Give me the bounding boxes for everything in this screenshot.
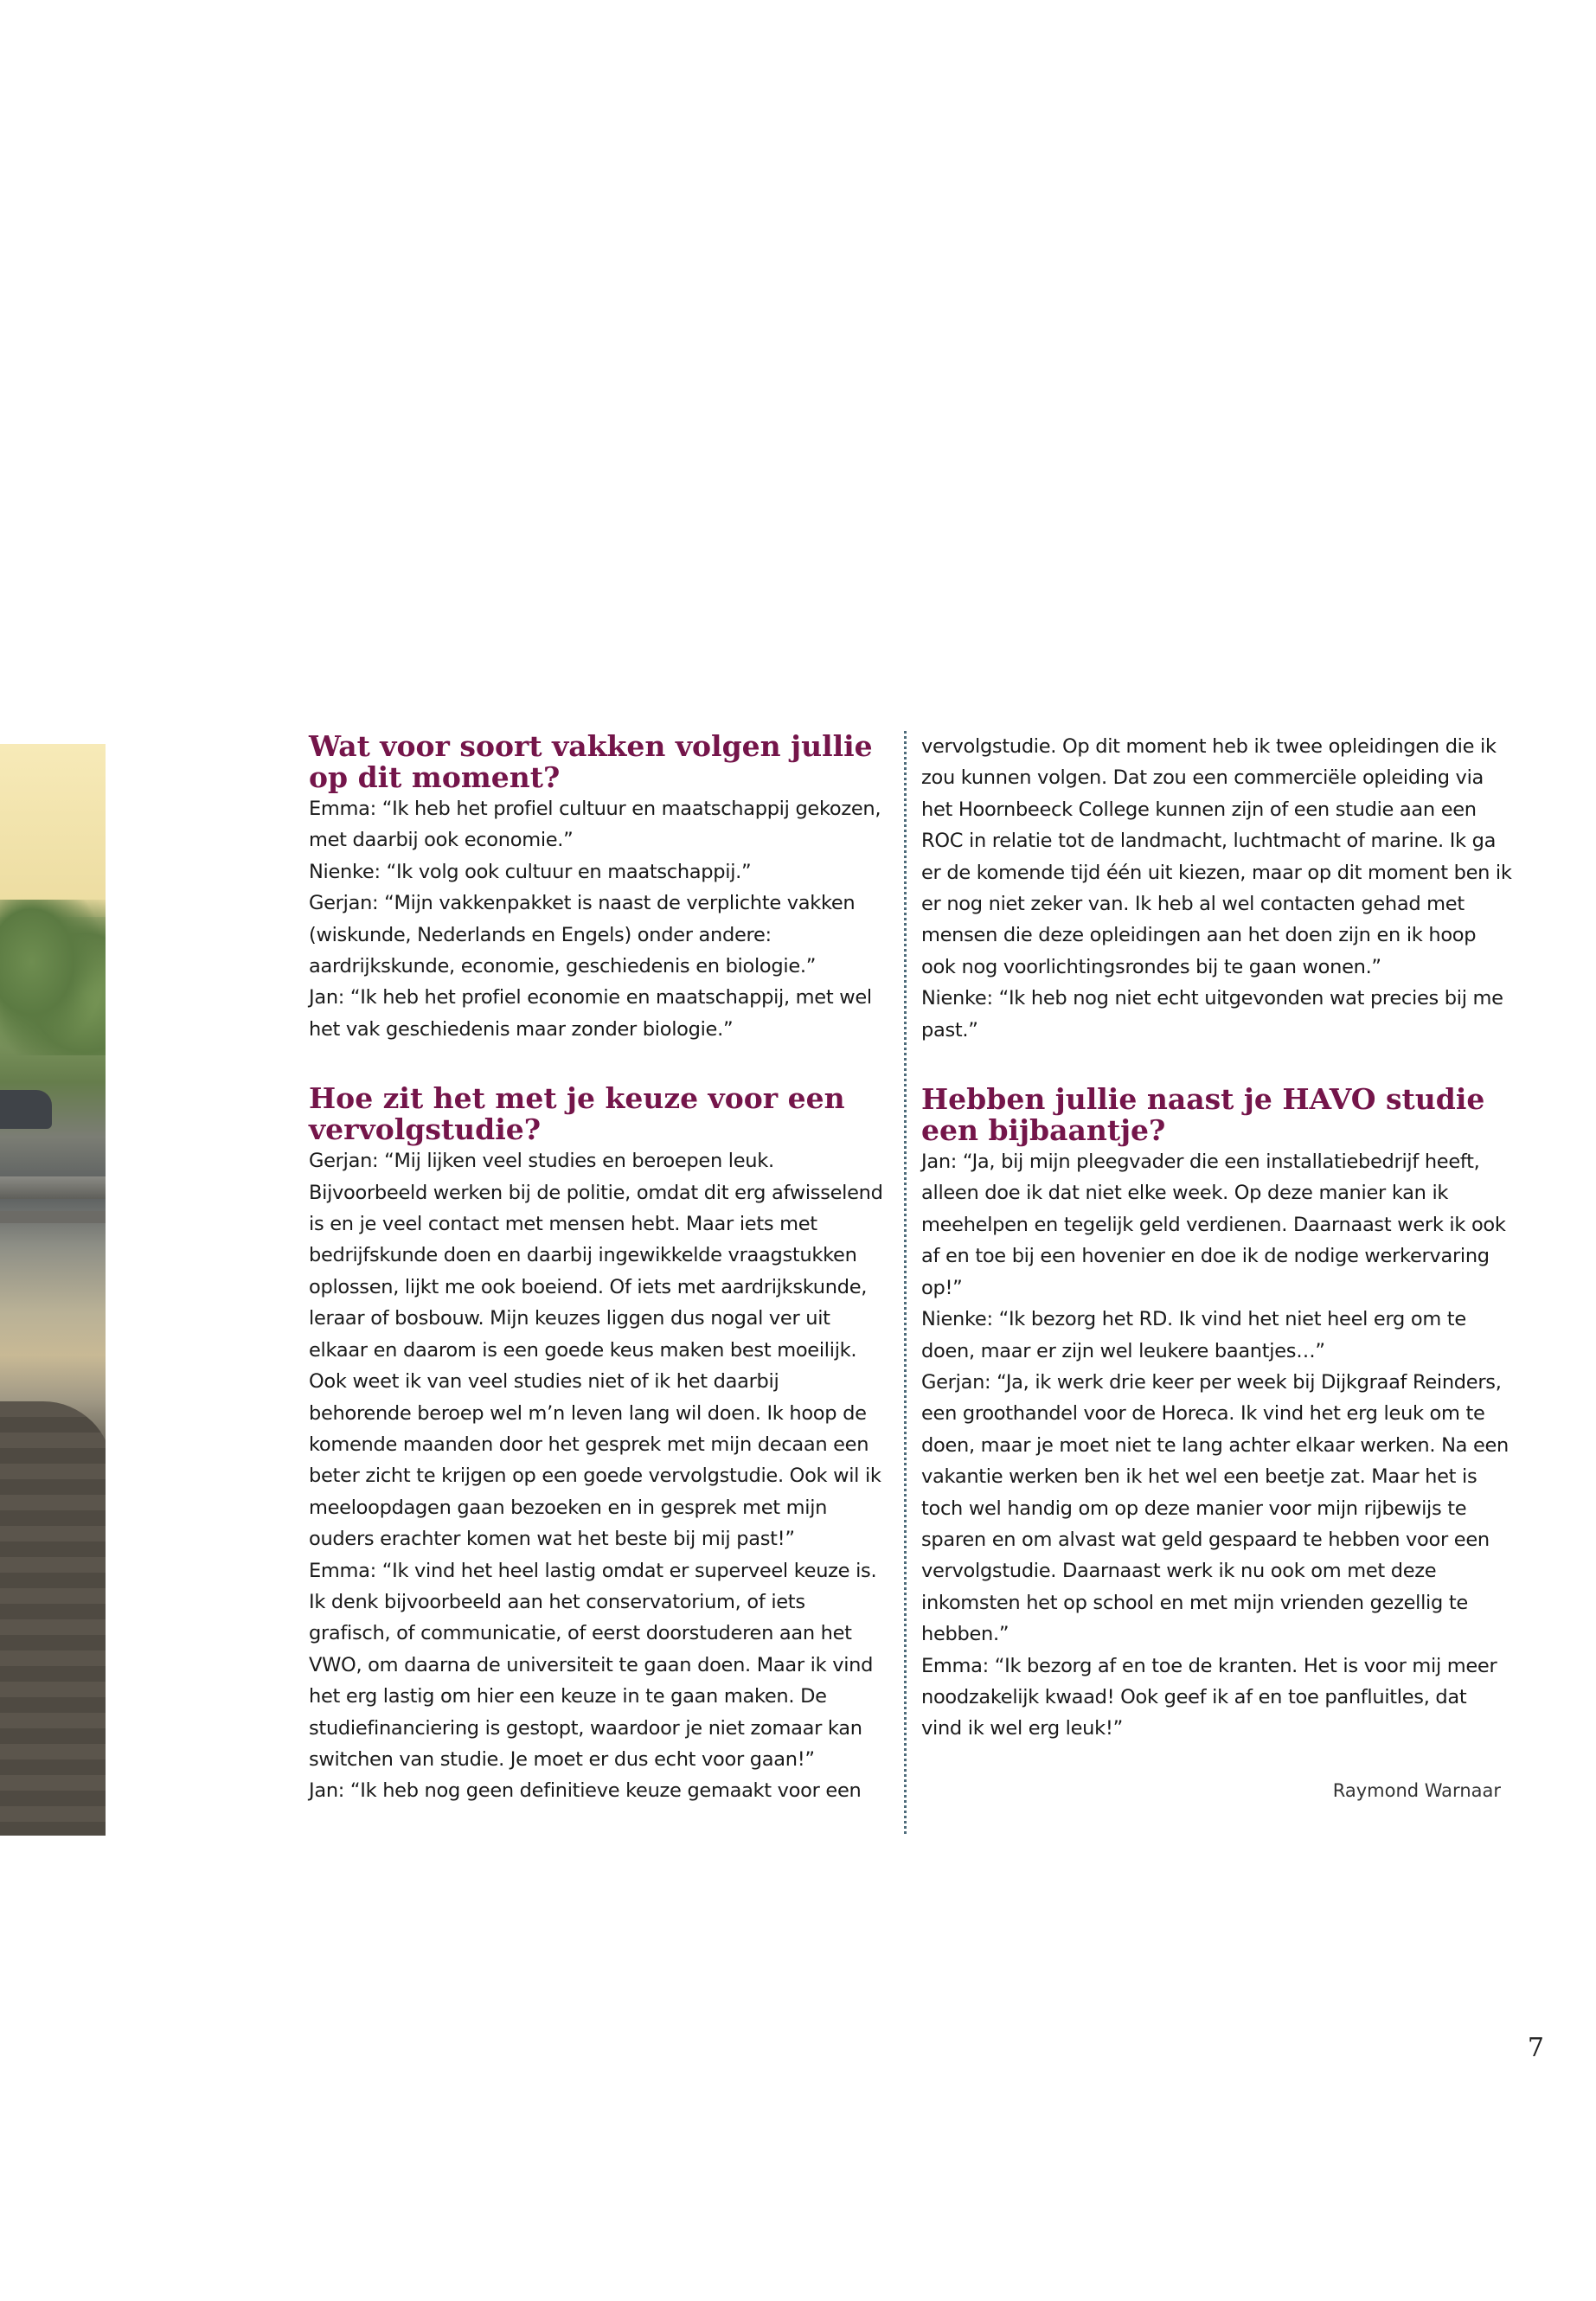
paragraph: Nienke: “Ik heb nog niet echt uitgevonden wat precies bij me past.” [921,987,1503,1042]
photo-stone-wall [0,1401,106,1836]
heading-line: op dit moment? [309,760,561,794]
photo-sky [0,744,106,917]
paragraph: Jan: “Ik heb het profiel economie en maatschappij, met wel het vak geschiedenis maar zonder biologie.” [309,986,872,1041]
paragraph: Emma: “Ik vind het heel lastig omdat er superveel keuze is. Ik denk bijvoorbeeld aan het conservatorium, of iets grafisch, of communicatie, of eerst doorstuderen aan het VWO, om daarna de universiteit te gaan doen. Maar ik vind het erg lastig om hier een keuze in te gaan maken. De studiefinanciering is gestopt, waardoor je niet zomaar kan switchen van studie. Je moet er dus echt voor gaan!” [309,1559,877,1771]
paragraph: vervolgstudie. Op dit moment heb ik twee opleidingen die ik zou kunnen volgen. Dat zou een commerciële opleiding via het Hoornbeeck College kunnen zijn of een studie aan een ROC in relatie tot de landmacht, luchtmacht of marine. Ik ga er de komende tijd één uit kiezen, maar op dit moment ben ik er nog niet zeker van. Ik heb al wel contacten gehad met mensen die deze opleidingen aan het doen zijn en ik hoop ook nog voorlichtingsrondes bij te gaan wonen.” [921,735,1512,978]
paragraph: Emma: “Ik bezorg af en toe de kranten. Het is voor mij meer noodzakelijk kwaad! Ook geef ik af en toe panfluitles, dat vind ik wel erg leuk!” [921,1654,1497,1740]
heading-line: Hebben jullie naast je HAVO studie [921,1082,1485,1117]
paragraph: Emma: “Ik heb het profiel cultuur en maatschappij gekozen, met daarbij ook economie.” [309,798,881,852]
column-divider [904,731,907,1834]
paragraph: Nienke: “Ik bezorg het RD. Ik vind het niet heel erg om te doen, maar er zijn wel leukere baantjes…” [921,1308,1466,1362]
photo-bench-seat [0,1211,106,1223]
page-number: 7 [1527,2033,1544,2063]
photo-strip-image [0,744,106,1836]
photo-bench [0,1176,106,1199]
section-heading-bijbaantje [921,1084,1512,1146]
paragraph: Gerjan: “Mijn vakkenpakket is naast de verplichte vakken (wiskunde, Nederlands en Engels) onder andere: aardrijkskunde, economie, geschiedenis en biologie.” [309,892,856,978]
left-column [309,731,887,1807]
photo-car [0,1090,52,1129]
right-column [921,731,1512,1745]
heading-line: vervolgstudie? [309,1112,542,1147]
section-heading-vakken [309,731,887,793]
paragraph: Gerjan: “Ja, ik werk drie keer per week bij Dijkgraaf Reinders, een groothandel voor de Horeca. Ik vind het erg leuk om te doen, maar je moet niet te lang achter elkaar werken. Na een vakantie werken ben ik het wel een beetje zat. Maar het is toch wel handig om op deze manier voor mijn rijbewijs te sparen en om alvast wat geld gespaard te hebben voor een vervolgstudie. Daarnaast werk ik nu ook om met deze inkomsten het op school en met mijn vrienden gezellig te hebben.” [921,1370,1509,1646]
paragraph: Gerjan: “Mij lijken veel studies en beroepen leuk. Bijvoorbeeld werken bij de politie, omdat dit erg afwisselend is en je veel contact met mensen hebt. Maar iets met bedrijfskunde doen en daarbij ingewikkelde vraagstukken oplossen, lijkt me ook boeiend. Of iets met aardrijkskunde, leraar of bosbouw. Mijn keuzes liggen dus nogal ver uit elkaar en daarom is een goede keus maken best moeilijk. Ook weet ik van veel studies niet of ik het daarbij behorende beroep wel m’n leven lang wil doen. Ik hoop de komende maanden door het gesprek met mijn decaan een beter zicht te krijgen op een goede vervolgstudie. Ook wil ik meeloopdagen gaan bezoeken en in gesprek met mijn ouders erachter komen wat het beste bij mij past!” [309,1150,883,1551]
photo-trees [0,900,106,1055]
paragraph: Jan: “Ik heb nog geen definitieve keuze gemaakt voor een [309,1779,862,1803]
heading-line: Hoe zit het met je keuze voor een [309,1081,845,1116]
paragraph: Jan: “Ja, bij mijn pleegvader die een installatiebedrijf heeft, alleen doe ik dat niet elke week. Op deze manier kan ik meehelpen en tegelijk geld verdienen. Daarnaast werk ik ook af en toe bij een hovenier en doe ik de nodige werkervaring op!” [921,1150,1506,1299]
author-byline: Raymond Warnaar [1332,1780,1501,1801]
heading-line: Wat voor soort vakken volgen jullie [309,729,873,763]
section-heading-vervolgstudie [309,1083,887,1145]
heading-line: een bijbaantje? [921,1113,1166,1148]
paragraph: Nienke: “Ik volg ook cultuur en maatschappij.” [309,860,752,883]
